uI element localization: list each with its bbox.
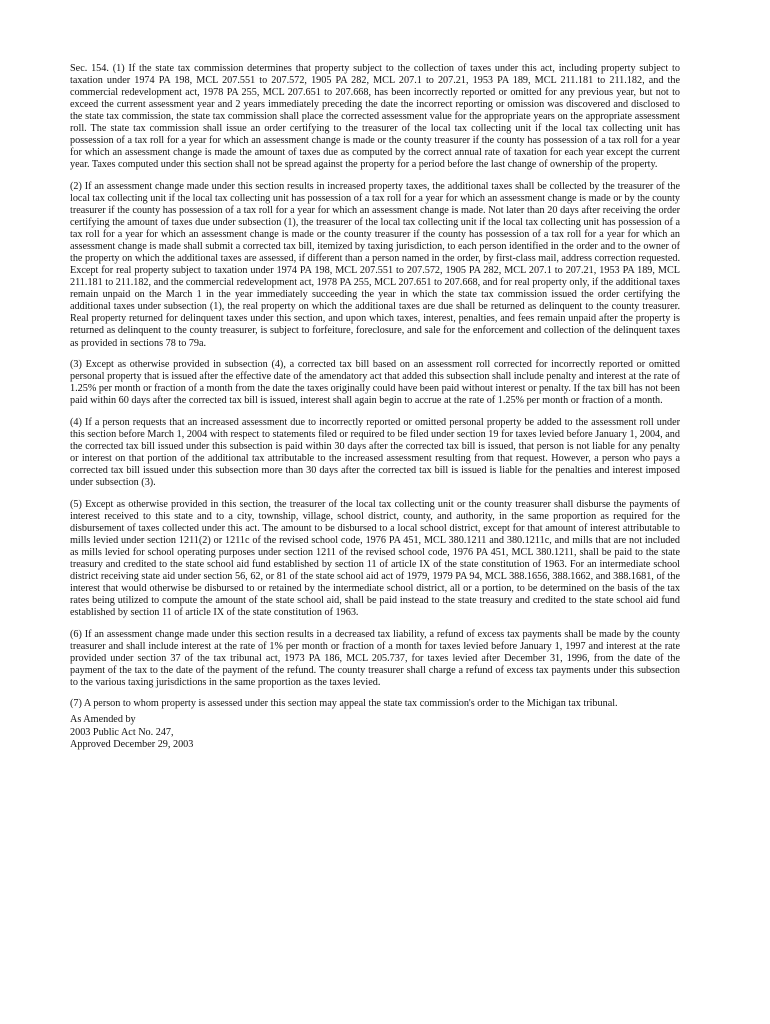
document-page	[70, 63, 680, 752]
amendment-line-3: Approved December 29, 2003	[70, 739, 194, 751]
amendment-line-1: As Amended by	[70, 714, 136, 726]
section-154-subsection-7: (7) A person to whom property is assessed under this section may appeal the state tax commission's order to the Michigan tax tribunal.	[70, 698, 618, 710]
amendment-line-2: 2003 Public Act No. 247,	[70, 726, 174, 738]
section-154-subsection-4: (4) If a person requests that an increased assessment due to incorrectly reported or omitted personal property be added to the assessment roll under this section before March 1, 2004 with respect to statements filed or required to be filed under section 19 for taxes levied before January 1, 2004, and the corrected tax bill issued under this subsection is paid within 30 days after the corrected tax bill is issued, that person is not liable for any penalty or interest on that portion of the additional tax attributable to the increased assessment resulting from that request. However, a person who pays a corrected tax bill issued under this subsection more than 30 days after the corrected tax bill is issued is liable for the penalties and interest imposed under subsection (3).	[70, 416, 680, 488]
section-154-subsection-3: (3) Except as otherwise provided in subsection (4), a corrected tax bill based on an assessment roll corrected for incorrectly reported or omitted personal property that is issued after the effective date of the amendatory act that added this subsection shall include penalty and interest at the rate of 1.25% per month or fraction of a month from the date the taxes originally could have been paid without interest or penalty. If the tax bill has not been paid within 60 days after the corrected tax bill is issued, interest shall again begin to accrue at the rate of 1.25% per month or fraction of a month.	[70, 359, 680, 407]
section-154-subsection-2: (2) If an assessment change made under this section results in increased property taxes, the additional taxes shall be collected by the treasurer of the local tax collecting unit if the local tax collecting unit has possession of a tax roll for a year for which an assessment change is made or by the county treasurer if the county has possession of a tax roll for a year for which an assessment change is made. Not later than 20 days after receiving the order certifying the amount of taxes due under subsection (1), the treasurer of the local tax collecting unit if the local tax collecting unit has possession of a tax roll for a year for which an assessment change is made or the county treasurer if the county has possession of a tax roll for a year for which an assessment change is made shall submit a corrected tax bill, itemized by taxing jurisdiction, to each person identified in the order and to the owner of the property on which the additional taxes are assessed, if different than a person named in the order, by first-class mail, address correction requested. Except for real property subject to taxation under 1974 PA 198, MCL 207.551 to 207.572, 1905 PA 282, MCL 207.1 to 207.21, 1953 PA 189, MCL 211.181 to 211.182, and the commercial redevelopment act, 1978 PA 255, MCL 207.651 to 207.668, and for real property only, if the additional taxes remain unpaid on the March 1 in the year immediately succeeding the year in which the state tax commission issued the order certifying the additional taxes under subsection (1), the real property on which the additional taxes are due shall be returned as delinquent to the county treasurer. Real property returned for delinquent taxes under this section, and upon which taxes, interest, penalties, and fees remain unpaid after the property is returned as delinquent to the county treasurer, is subject to forfeiture, foreclosure, and sale for the enforcement and collection of the delinquent taxes as provided in sections 78 to 79a.	[70, 180, 680, 349]
amendment-note	[70, 714, 680, 752]
section-154-subsection-1: Sec. 154. (1) If the state tax commission determines that property subject to the collection of taxes under this act, including property subject to taxation under 1974 PA 198, MCL 207.551 to 207.572, 1905 PA 282, MCL 207.1 to 207.21, 1953 PA 189, MCL 211.181 to 211.182, and the commercial redevelopment act, 1978 PA 255, MCL 207.651 to 207.668, has been incorrectly reported or omitted for any previous year, but not to exceed the current assessment year and 2 years immediately preceding the date the incorrect reporting or omission was discovered and disclosed to the state tax commission, the state tax commission shall place the corrected assessment value for the appropriate years on the appropriate assessment roll. The state tax commission shall issue an order certifying to the treasurer of the local tax collecting unit if the local tax collecting unit has possession of a tax roll for a year for which an assessment change is made or the county treasurer if the county has possession of a tax roll for a year for which an assessment change is made the amount of taxes due as computed by the correct annual rate of taxation for each year except the current year. Taxes computed under this section shall not be spread against the property for a period before the last change of ownership of the property.	[70, 63, 680, 171]
section-154-subsection-5: (5) Except as otherwise provided in this section, the treasurer of the local tax collecting unit or the county treasurer shall disburse the payments of interest received to this state and to a city, township, village, school district, county, and authority, in the same proportion as required for the disbursement of taxes collected under this act. The amount to be disbursed to a local school district, except for that amount of interest attributable to mills levied under section 1211(2) or 1211c of the revised school code, 1976 PA 451, MCL 380.1211 and 380.1211c, and mills that are not included as mills levied for school operating purposes under section 1211 of the revised school code, 1976 PA 451, MCL 380.1211, shall be paid to the state treasury and credited to the state school aid fund established by section 11 of article IX of the state constitution of 1963. For an intermediate school district receiving state aid under section 56, 62, or 81 of the state school aid act of 1979, 1979 PA 94, MCL 388.1656, 388.1662, and 388.1681, of the interest that would otherwise be disbursed to or retained by the intermediate school district, all or a portion, to be determined on the basis of the tax rates being utilized to compute the amount of the state school aid, shall be paid instead to the state treasury and credited to the state school aid fund established by section 11 of article IX of the state constitution of 1963.	[70, 498, 680, 618]
section-154-subsection-6: (6) If an assessment change made under this section results in a decreased tax liability, a refund of excess tax payments shall be made by the county treasurer and shall include interest at the rate of 1% per month or fraction of a month for taxes levied before January 1, 1997 and interest at the rate provided under section 37 of the tax tribunal act, 1973 PA 186, MCL 205.737, for taxes levied after December 31, 1996, from the date of the payment of the tax to the date of the payment of the refund. The county treasurer shall charge a refund of excess tax payments under this subsection to the various taxing jurisdictions in the same proportion as the taxes levied.	[70, 628, 680, 688]
